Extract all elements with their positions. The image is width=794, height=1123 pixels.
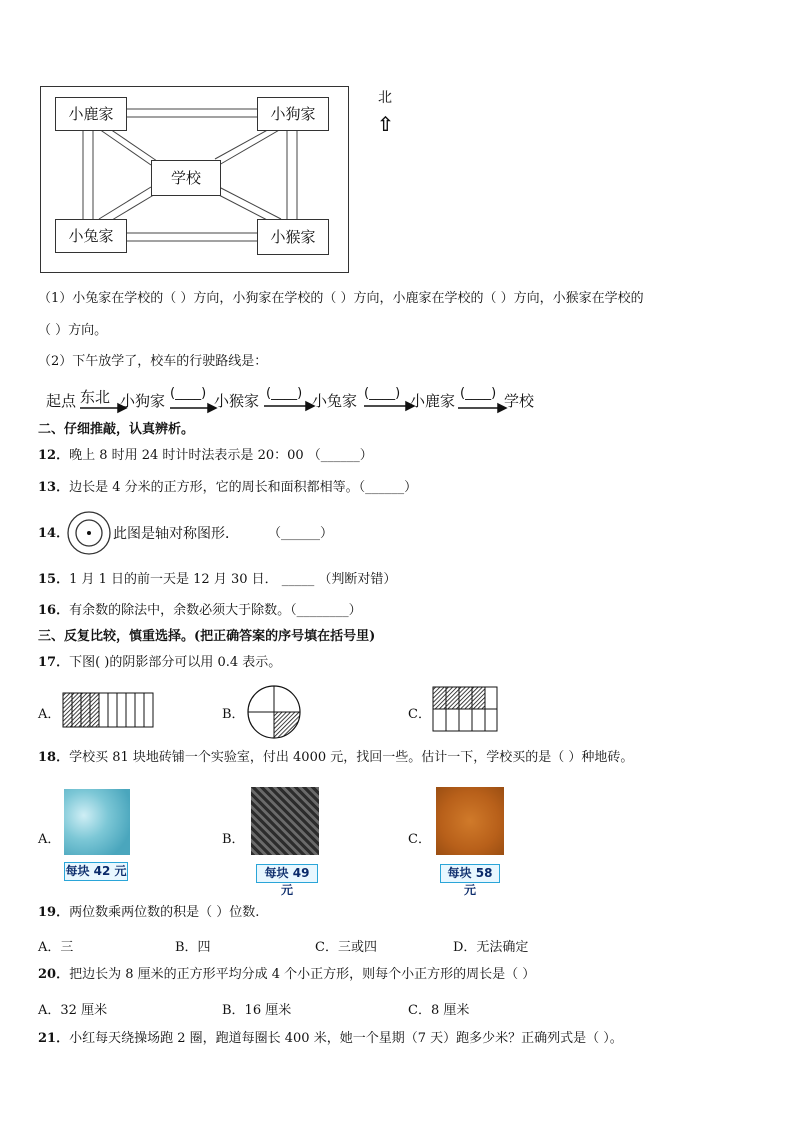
deer-house: 小鹿家 xyxy=(55,97,127,131)
q20-option-a: A．32 厘米 xyxy=(38,1003,108,1018)
route-stop-deer: 小鹿家 xyxy=(410,392,456,410)
route-diagram xyxy=(46,386,566,416)
tile-b-image xyxy=(251,787,319,855)
q19: 19．两位数乘两位数的积是（ ）位数. xyxy=(38,905,260,920)
q20: 20．把边长为 8 厘米的正方形平均分成 4 个小正方形，则每个小正方形的周长是（ ） xyxy=(38,967,536,982)
route-stop-rabbit: 小兔家 xyxy=(312,392,358,410)
q19-option-b: B．四 xyxy=(175,940,211,955)
rabbit-house: 小兔家 xyxy=(55,219,127,253)
q-part2: （2）下午放学了，校车的行驶路线是： xyxy=(38,354,268,369)
north-label: 北 xyxy=(378,90,392,106)
q-part1-line1: （1）小兔家在学校的（ ）方向，小狗家在学校的（ ）方向，小鹿家在学校的（ ）方向，小猴家在学校的 xyxy=(38,291,644,306)
q17-option-c: C． xyxy=(408,707,431,722)
q20-option-b: B．16 厘米 xyxy=(222,1003,292,1018)
q15: 15．1 月 1 日的前一天是 12 月 30 日． _____ （判断对错） xyxy=(38,572,397,587)
q21: 21．小红每天绕操场跑 2 圈，跑道每圈长 400 米，她一个星期（7 天）跑多少米？正确列式是（ ）。 xyxy=(38,1031,623,1046)
q12: 12．晚上 8 时用 24 时计时法表示是 20：00 （______） xyxy=(38,448,373,463)
q19-option-c: C．三或四 xyxy=(315,940,377,955)
map-figure xyxy=(40,86,349,273)
q14: 14． xyxy=(38,526,70,541)
route-stop-monkey: 小猴家 xyxy=(214,392,260,410)
q16: 16．有余数的除法中，余数必须大于除数。（________） xyxy=(38,603,362,618)
q18-option-c: C． xyxy=(408,832,431,847)
q14-text: 此图是轴对称图形． xyxy=(113,526,239,542)
tile-c-price: 每块 58 元 xyxy=(440,864,500,883)
tile-a-price: 每块 42 元 xyxy=(64,862,128,881)
dog-house: 小狗家 xyxy=(257,97,329,131)
school: 学校 xyxy=(151,160,221,196)
tile-b-price: 每块 49 元 xyxy=(256,864,318,883)
q14-blank: （______） xyxy=(268,526,334,541)
q17: 17．下图( )的阴影部分可以用 0.4 表示。 xyxy=(38,655,282,670)
tile-c-image xyxy=(436,787,504,855)
route-stop-dog: 小狗家 xyxy=(120,392,166,410)
route-blank-4: (____) xyxy=(460,386,497,401)
route-blank-2: (____) xyxy=(266,386,303,401)
section2-title: 二、仔细推敲，认真辨析。 xyxy=(38,422,195,437)
q17-option-b: B． xyxy=(222,707,245,722)
q17-figure-b-circle xyxy=(246,684,302,740)
route-start: 起点 xyxy=(46,392,77,410)
q17-figure-c-grid xyxy=(432,686,498,732)
q18: 18．学校买 81 块地砖铺一个实验室，付出 4000 元，找回一些。估计一下，学校买的是（ ）种地砖。 xyxy=(38,750,634,765)
q17-figure-a-bar xyxy=(62,692,154,728)
q-part1-line2: （ ）方向。 xyxy=(38,323,108,338)
q20-option-c: C．8 厘米 xyxy=(408,1003,470,1018)
route-stop-school: 学校 xyxy=(504,392,535,410)
monkey-house: 小猴家 xyxy=(257,219,329,255)
q13: 13．边长是 4 分米的正方形，它的周长和面积都相等。（______） xyxy=(38,480,418,495)
q18-option-a: A． xyxy=(38,832,61,847)
concentric-circles-figure xyxy=(66,510,112,556)
q17-option-a: A． xyxy=(38,707,61,722)
q19-option-a: A．三 xyxy=(38,940,74,955)
route-first-direction: 东北 xyxy=(80,388,111,406)
route-blank-3: (____) xyxy=(364,386,401,401)
q18-option-b: B． xyxy=(222,832,245,847)
q19-option-d: D．无法确定 xyxy=(453,940,529,955)
north-arrow-icon: ⇧ xyxy=(377,112,394,136)
section3-title: 三、反复比较，慎重选择。(把正确答案的序号填在括号里) xyxy=(38,629,376,644)
tile-a-image xyxy=(64,789,130,855)
route-blank-1: (____) xyxy=(170,386,207,401)
